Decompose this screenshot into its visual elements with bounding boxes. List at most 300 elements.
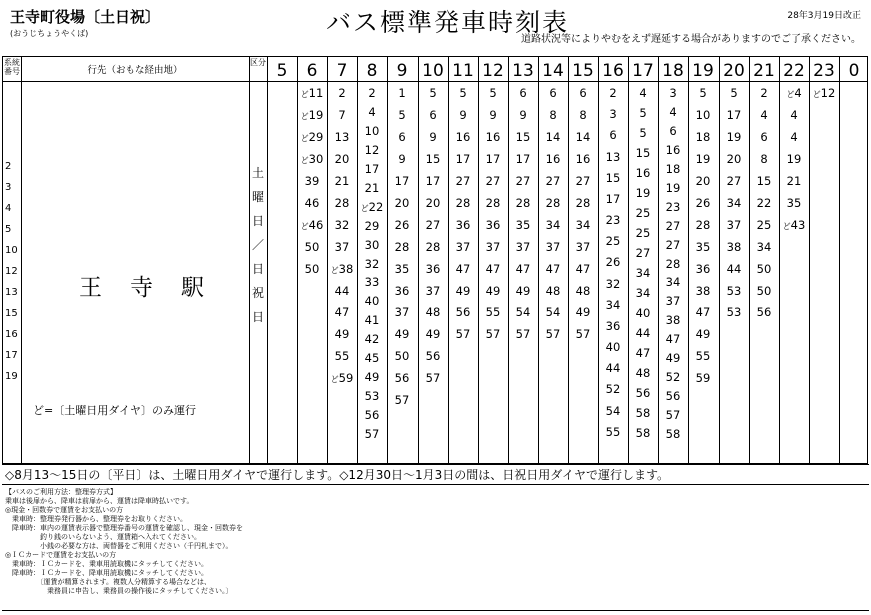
departure-minute: 13: [605, 150, 621, 164]
departure-minute: ど4: [786, 86, 802, 100]
departure-minute: 57: [545, 327, 561, 341]
departure-minute: 44: [334, 284, 350, 298]
departure-minute: 28: [394, 240, 410, 254]
system-number: 17: [5, 350, 18, 361]
departure-minute: 3: [609, 107, 617, 121]
departure-minute: 22: [756, 196, 772, 210]
departure-minute: 56: [455, 305, 471, 319]
departure-minute: 26: [695, 196, 711, 210]
departure-minute: 49: [394, 327, 410, 341]
departure-minute: 47: [575, 262, 591, 276]
usage-line: 小銭の必要な方は、両替器をご利用ください（千円札まで）。: [5, 542, 233, 550]
departure-minute: 5: [639, 126, 647, 140]
departure-minute: 19: [665, 181, 681, 195]
holiday-notice: ◇8月13～15日の〔平日〕は、土曜日用ダイヤで運行します。◇12月30日～1月3日の間は、日祝日用ダイヤで運行します。: [5, 468, 670, 482]
departure-minute: ど38: [330, 262, 354, 276]
departure-minute: 19: [786, 152, 802, 166]
departure-minute: 55: [605, 425, 621, 439]
departure-minute: 37: [665, 294, 681, 308]
departure-minute: 23: [605, 213, 621, 227]
departure-minute: 37: [545, 240, 561, 254]
departure-minute: 50: [756, 262, 772, 276]
departure-minute: 8: [549, 108, 557, 122]
usage-lines: [5, 497, 243, 596]
departure-minute: 36: [695, 262, 711, 276]
header-divider: [3, 81, 867, 82]
system-number: 19: [5, 371, 18, 382]
departure-minute: 53: [364, 389, 380, 403]
departure-minute: 27: [726, 174, 742, 188]
departure-minute: 2: [368, 86, 376, 100]
departure-minute: 17: [515, 152, 531, 166]
departure-minute: 14: [575, 130, 591, 144]
departure-minute: 38: [726, 240, 742, 254]
hour-header: 9: [396, 61, 408, 81]
hour-header: 21: [753, 61, 775, 81]
departure-minute: 37: [515, 240, 531, 254]
departure-minute: 27: [485, 174, 501, 188]
departure-minute: 34: [545, 218, 561, 232]
departure-minute: 30: [364, 238, 380, 252]
hour-divider: [809, 57, 810, 463]
hour-header: 12: [482, 61, 504, 81]
departure-minute: 9: [459, 108, 467, 122]
departure-minute: 48: [425, 305, 441, 319]
departure-minute: 32: [364, 257, 380, 271]
departure-minute: 20: [334, 152, 350, 166]
departure-minute: 4: [760, 108, 768, 122]
departure-minute: 10: [695, 108, 711, 122]
departure-minute: 19: [726, 130, 742, 144]
departure-minute: 47: [665, 332, 681, 346]
departure-minute: 40: [364, 294, 380, 308]
departure-minute: 27: [635, 246, 651, 260]
departure-minute: 5: [459, 86, 467, 100]
divider: [267, 57, 268, 463]
departure-minute: 18: [665, 162, 681, 176]
departure-minute: 10: [364, 124, 380, 138]
departure-minute: 28: [425, 240, 441, 254]
departure-minute: 50: [304, 240, 320, 254]
hour-header: 0: [848, 61, 860, 81]
departure-minute: 16: [485, 130, 501, 144]
departure-minute: 28: [575, 196, 591, 210]
system-number: 13: [5, 287, 18, 298]
departure-minute: 44: [635, 326, 651, 340]
divider: [2, 464, 869, 465]
departure-minute: ど59: [330, 371, 354, 385]
departure-minute: 28: [455, 196, 471, 210]
system-number-list: [5, 161, 19, 392]
departure-minute: 48: [545, 284, 561, 298]
departure-minute: 44: [726, 262, 742, 276]
departure-minute: 23: [665, 200, 681, 214]
hour-header: 16: [602, 61, 624, 81]
departure-minute: 6: [609, 128, 617, 142]
departure-minute: 47: [635, 346, 651, 360]
departure-minute: 56: [394, 371, 410, 385]
departure-minute: 49: [515, 284, 531, 298]
departure-minute: 26: [394, 218, 410, 232]
departure-minute: 27: [425, 218, 441, 232]
departure-minute: 14: [545, 130, 561, 144]
departure-minute: 35: [394, 262, 410, 276]
revision-date: 28年3月19日改正: [787, 11, 861, 21]
departure-minute: 20: [726, 152, 742, 166]
departure-minute: 9: [489, 108, 497, 122]
departure-minute: 36: [394, 284, 410, 298]
hour-header: 6: [306, 61, 318, 81]
departure-minute: 15: [635, 146, 651, 160]
hour-header: 23: [813, 61, 835, 81]
departure-minute: 17: [455, 152, 471, 166]
departure-minute: 5: [699, 86, 707, 100]
departure-minute: 20: [394, 196, 410, 210]
departure-minute: 34: [635, 266, 651, 280]
departure-minute: 20: [695, 174, 711, 188]
usage-line: 乗車は後扉から、降車は前扉から、運賃は降車時払いです。: [5, 497, 194, 505]
departure-minute: 2: [760, 86, 768, 100]
usage-instructions: [5, 488, 243, 596]
departure-minute: 49: [695, 327, 711, 341]
departure-minute: 54: [515, 305, 531, 319]
departure-minute: 27: [665, 238, 681, 252]
kubun-char: 土: [251, 166, 264, 180]
system-number: 10: [5, 245, 18, 256]
departure-minute: 37: [455, 240, 471, 254]
departure-minute: 36: [605, 319, 621, 333]
departure-minute: 17: [485, 152, 501, 166]
departure-minute: 53: [726, 305, 742, 319]
stop-name: 王寺町役場〔土日祝〕: [10, 8, 161, 26]
departure-minute: 9: [429, 130, 437, 144]
departure-minute: 35: [695, 240, 711, 254]
divider: [2, 484, 869, 485]
system-number: 4: [5, 203, 12, 214]
departure-minute: 32: [334, 218, 350, 232]
departure-minute: 36: [425, 262, 441, 276]
departure-minute: 53: [726, 284, 742, 298]
system-number: 3: [5, 182, 12, 193]
departure-minute: 58: [665, 427, 681, 441]
departure-minute: 5: [730, 86, 738, 100]
departure-minute: 37: [575, 240, 591, 254]
departure-minute: 27: [665, 219, 681, 233]
departure-minute: 33: [364, 275, 380, 289]
departure-minute: 36: [455, 218, 471, 232]
hour-header: 18: [662, 61, 684, 81]
departure-minute: 55: [695, 349, 711, 363]
departure-minute: 38: [665, 313, 681, 327]
hour-header: 17: [632, 61, 654, 81]
kubun-char: 日: [251, 214, 264, 228]
departure-minute: 27: [515, 174, 531, 188]
departure-minute: 21: [786, 174, 802, 188]
departure-minute: 19: [695, 152, 711, 166]
departure-minute: 42: [364, 332, 380, 346]
departure-minute: 37: [394, 305, 410, 319]
departure-minute: 36: [485, 218, 501, 232]
departure-minute: 28: [334, 196, 350, 210]
usage-line: 乗車時：ＩＣカードを、乗車用読取機にタッチしてください。: [5, 560, 208, 568]
delay-notice: 道路状況等によりやむをえず遅延する場合がありますのでご了承ください。: [521, 34, 861, 45]
departure-minute: 8: [760, 152, 768, 166]
departure-minute: ど29: [300, 130, 324, 144]
departure-minute: 50: [304, 262, 320, 276]
departure-minute: 17: [425, 174, 441, 188]
departure-minute: 57: [665, 408, 681, 422]
departure-minute: 47: [334, 305, 350, 319]
departure-minute: ど11: [300, 86, 324, 100]
departure-minute: 57: [575, 327, 591, 341]
departure-minute: 16: [665, 143, 681, 157]
departure-minute: 15: [425, 152, 441, 166]
departure-minute: 41: [364, 313, 380, 327]
stop-info: [10, 6, 160, 39]
departure-minute: 6: [519, 86, 527, 100]
departure-minute: 5: [398, 108, 406, 122]
departure-minute: 6: [429, 108, 437, 122]
departure-minute: 8: [579, 108, 587, 122]
departure-minute: 37: [485, 240, 501, 254]
departure-minute: 34: [575, 218, 591, 232]
divider: [2, 610, 869, 611]
departure-minute: 18: [695, 130, 711, 144]
stop-reading: (おうじちょうやくば): [10, 29, 89, 38]
departure-minute: 2: [609, 86, 617, 100]
departure-minute: 48: [575, 284, 591, 298]
departure-minute: 49: [485, 284, 501, 298]
departure-minute: 16: [575, 152, 591, 166]
departure-minute: 44: [605, 361, 621, 375]
departure-minute: 56: [756, 305, 772, 319]
departure-minute: 37: [425, 284, 441, 298]
departure-minute: 9: [398, 152, 406, 166]
kubun-char: 日: [251, 262, 264, 276]
hour-divider: [839, 57, 840, 463]
departure-minute: 54: [545, 305, 561, 319]
hour-header: 14: [542, 61, 564, 81]
departure-minute: 17: [605, 192, 621, 206]
departure-minute: 12: [364, 143, 380, 157]
departure-minute: 55: [334, 349, 350, 363]
hour-header: 19: [692, 61, 714, 81]
departure-minute: 56: [665, 389, 681, 403]
departure-minute: ど46: [300, 218, 324, 232]
departure-minute: 40: [605, 340, 621, 354]
system-number: 5: [5, 224, 12, 235]
departure-minute: ど12: [812, 86, 836, 100]
departure-minute: 4: [669, 105, 677, 119]
departure-minute: 37: [726, 218, 742, 232]
system-number: 2: [5, 161, 12, 172]
departure-minute: 4: [790, 130, 798, 144]
departure-minute: 57: [425, 371, 441, 385]
usage-line: 釣り銭のいらないよう、運賃箱へ入れてください。: [5, 533, 201, 541]
departure-minute: 9: [519, 108, 527, 122]
departure-minute: 34: [726, 196, 742, 210]
hour-header: 7: [336, 61, 348, 81]
departure-minute: ど30: [300, 152, 324, 166]
departure-minute: 34: [605, 298, 621, 312]
departure-minute: 47: [485, 262, 501, 276]
departure-minute: ど22: [360, 200, 384, 214]
departure-minute: 16: [545, 152, 561, 166]
departure-minute: 57: [394, 393, 410, 407]
departure-minute: 46: [304, 196, 320, 210]
departure-minute: 34: [635, 286, 651, 300]
departure-minute: 35: [515, 218, 531, 232]
kubun-char: 日: [251, 310, 264, 324]
hour-header: 11: [452, 61, 474, 81]
hour-header: 15: [572, 61, 594, 81]
departure-minute: 59: [695, 371, 711, 385]
departure-minute: 49: [575, 305, 591, 319]
departure-minute: 16: [635, 166, 651, 180]
departure-minute: 49: [364, 370, 380, 384]
departure-minute: 34: [756, 240, 772, 254]
departure-minute: 4: [639, 86, 647, 100]
usage-line: ◎現金・回数券で運賃をお支払いの方: [5, 506, 124, 514]
departure-minute: 35: [786, 196, 802, 210]
departure-minute: 57: [485, 327, 501, 341]
departure-minute: 6: [669, 124, 677, 138]
saturday-legend: ど=〔土曜日用ダイヤ〕のみ運行: [33, 404, 196, 417]
hour-header: 10: [422, 61, 444, 81]
usage-heading: 【バスのご利用方法：整理券方式】: [5, 488, 117, 496]
departure-minute: 5: [639, 106, 647, 120]
departure-minute: 47: [545, 262, 561, 276]
departure-minute: 15: [756, 174, 772, 188]
departure-minute: 1: [398, 86, 406, 100]
departure-minute: ど19: [300, 108, 324, 122]
destination-header: 行先（おもな経由地）: [87, 65, 183, 76]
departure-minute: 34: [665, 275, 681, 289]
departure-minute: 56: [364, 408, 380, 422]
usage-line: 〔運賃が精算されます。複数人分精算する場合などは、: [5, 578, 211, 586]
departure-minute: 29: [364, 219, 380, 233]
usage-line: 乗車時：整理券発行器から、整理券をお取りください。: [5, 515, 187, 523]
departure-minute: 19: [635, 186, 651, 200]
departure-minute: 32: [605, 277, 621, 291]
departure-minute: 6: [549, 86, 557, 100]
departure-minute: 28: [485, 196, 501, 210]
departure-minute: 47: [455, 262, 471, 276]
departure-minute: 49: [334, 327, 350, 341]
departure-minute: 6: [579, 86, 587, 100]
departure-minute: 37: [334, 240, 350, 254]
kubun-label: [250, 163, 266, 331]
departure-minute: 49: [665, 351, 681, 365]
departure-minute: 47: [515, 262, 531, 276]
departure-minute: 2: [338, 86, 346, 100]
timetable: [2, 56, 868, 464]
departure-minute: 6: [398, 130, 406, 144]
departure-minute: 5: [489, 86, 497, 100]
departure-minute: 49: [425, 327, 441, 341]
kubun-char: 祝: [251, 286, 264, 300]
kubun-header: 区分: [250, 58, 266, 67]
usage-line: ◎ＩＣカードで運賃をお支払いの方: [5, 551, 117, 559]
departure-minute: 45: [364, 351, 380, 365]
departure-minute: 28: [515, 196, 531, 210]
departure-minute: 56: [635, 386, 651, 400]
departure-minute: 25: [605, 234, 621, 248]
departure-minute: 20: [425, 196, 441, 210]
departure-minute: 4: [368, 105, 376, 119]
departure-minute: 13: [334, 130, 350, 144]
departure-minute: 27: [575, 174, 591, 188]
system-number: 12: [5, 266, 18, 277]
departure-minute: 52: [605, 382, 621, 396]
departure-minute: 15: [605, 171, 621, 185]
departure-minute: 58: [635, 406, 651, 420]
departure-minute: 17: [726, 108, 742, 122]
departure-minute: 49: [455, 284, 471, 298]
departure-minute: 48: [635, 366, 651, 380]
departure-minute: 25: [756, 218, 772, 232]
departure-minute: 17: [364, 162, 380, 176]
departure-minute: ど43: [782, 218, 806, 232]
hour-header: 13: [512, 61, 534, 81]
departure-minute: 57: [455, 327, 471, 341]
departure-minute: 57: [364, 427, 380, 441]
departure-minute: 28: [695, 218, 711, 232]
departure-minute: 21: [334, 174, 350, 188]
departure-minute: 27: [545, 174, 561, 188]
departure-minute: 28: [545, 196, 561, 210]
destination-station: 王寺駅: [79, 275, 232, 301]
hour-header: 8: [366, 61, 378, 81]
departure-minute: 17: [394, 174, 410, 188]
departure-minute: 4: [790, 108, 798, 122]
departure-minute: 50: [756, 284, 772, 298]
departure-minute: 21: [364, 181, 380, 195]
departure-minute: 40: [635, 306, 651, 320]
hour-header: 20: [723, 61, 745, 81]
divider: [21, 57, 22, 463]
departure-minute: 57: [515, 327, 531, 341]
departure-minute: 25: [635, 206, 651, 220]
kubun-char: 曜: [251, 190, 264, 204]
hour-header: 5: [276, 61, 288, 81]
departure-minute: 38: [695, 284, 711, 298]
usage-line: 降車時：車内の運賃表示器で整理券番号の運賃を確認し、現金・回数券を: [5, 524, 243, 532]
departure-minute: 47: [695, 305, 711, 319]
departure-minute: 52: [665, 370, 681, 384]
departure-minute: 55: [485, 305, 501, 319]
departure-minute: 15: [515, 130, 531, 144]
usage-line: 乗務員に申告し、乗務員の操作後にタッチしてください。〕: [5, 587, 233, 595]
departure-minute: 5: [429, 86, 437, 100]
departure-minute: 56: [425, 349, 441, 363]
system-number: 16: [5, 329, 18, 340]
departure-minute: 7: [338, 108, 346, 122]
departure-minute: 54: [605, 404, 621, 418]
departure-minute: 16: [455, 130, 471, 144]
departure-minute: 28: [665, 257, 681, 271]
departure-minute: 6: [760, 130, 768, 144]
departure-minute: 25: [635, 226, 651, 240]
departure-minute: 58: [635, 426, 651, 440]
departure-minute: 3: [669, 86, 677, 100]
departure-minute: 27: [455, 174, 471, 188]
departure-minute: 39: [304, 174, 320, 188]
hour-header: 22: [783, 61, 805, 81]
departure-minute: 26: [605, 255, 621, 269]
departure-minute: 50: [394, 349, 410, 363]
kubun-char: ／: [251, 238, 264, 252]
